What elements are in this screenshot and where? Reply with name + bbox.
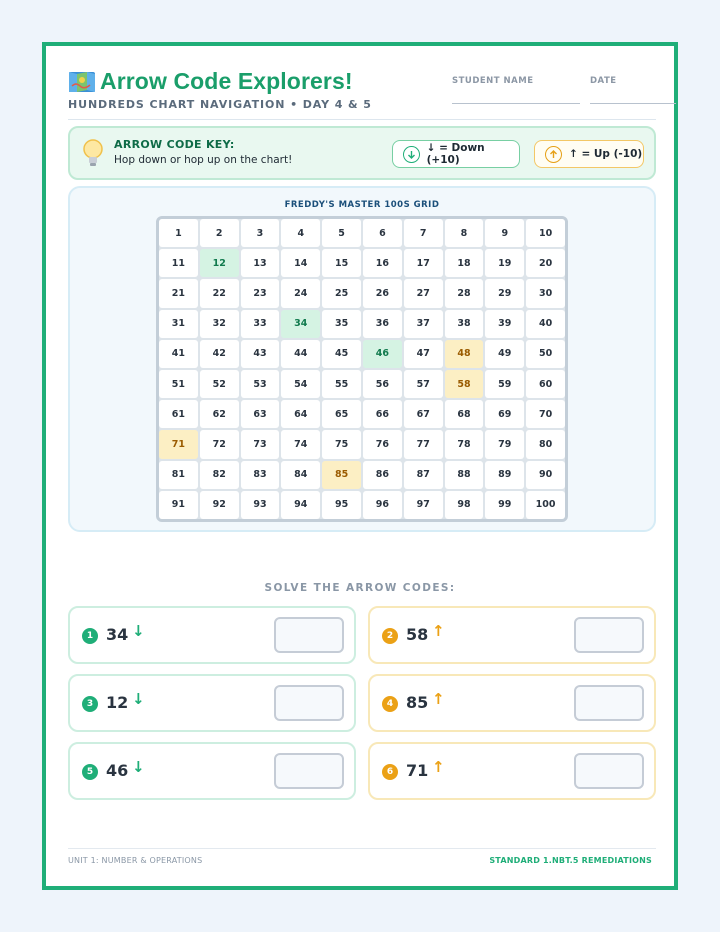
- grid-cell-82: 82: [200, 461, 239, 489]
- grid-cell-70: 70: [526, 400, 565, 428]
- header-divider: [68, 119, 656, 120]
- hundreds-chart: [156, 216, 568, 522]
- up-key-label: ↑ = Up (-10): [569, 148, 643, 160]
- grid-cell-35: 35: [322, 310, 361, 338]
- grid-cell-77: 77: [404, 430, 443, 458]
- grid-cell-98: 98: [445, 491, 484, 519]
- grid-cell-5: 5: [322, 219, 361, 247]
- grid-cell-68: 68: [445, 400, 484, 428]
- worksheet: [42, 42, 678, 890]
- grid-cell-36: 36: [363, 310, 402, 338]
- key-title: ARROW CODE KEY:: [114, 138, 235, 151]
- grid-cell-33: 33: [241, 310, 280, 338]
- grid-cell-25: 25: [322, 279, 361, 307]
- grid-cell-84: 84: [281, 461, 320, 489]
- date-line[interactable]: [590, 103, 676, 104]
- grid-cell-55: 55: [322, 370, 361, 398]
- grid-cell-38: 38: [445, 310, 484, 338]
- grid-cell-64: 64: [281, 400, 320, 428]
- arrow-down-icon: ↓: [132, 758, 145, 776]
- grid-cell-79: 79: [485, 430, 524, 458]
- grid-cell-100: 100: [526, 491, 565, 519]
- page-subtitle: HUNDREDS CHART NAVIGATION • DAY 4 & 5: [68, 98, 372, 111]
- grid-cell-47: 47: [404, 340, 443, 368]
- grid-cell-86: 86: [363, 461, 402, 489]
- grid-cell-19: 19: [485, 249, 524, 277]
- grid-cell-69: 69: [485, 400, 524, 428]
- grid-cell-93: 93: [241, 491, 280, 519]
- grid-cell-73: 73: [241, 430, 280, 458]
- grid-cell-18: 18: [445, 249, 484, 277]
- problem-card-3: [68, 674, 356, 732]
- answer-box[interactable]: [274, 617, 344, 653]
- page-title: Arrow Code Explorers!: [100, 68, 353, 94]
- grid-cell-65: 65: [322, 400, 361, 428]
- grid-cell-7: 7: [404, 219, 443, 247]
- grid-cell-72: 72: [200, 430, 239, 458]
- grid-cell-30: 30: [526, 279, 565, 307]
- grid-cell-24: 24: [281, 279, 320, 307]
- problem-card-5: [68, 742, 356, 800]
- footer-divider: [68, 848, 656, 849]
- grid-cell-6: 6: [363, 219, 402, 247]
- grid-cell-27: 27: [404, 279, 443, 307]
- grid-cell-14: 14: [281, 249, 320, 277]
- grid-cell-52: 52: [200, 370, 239, 398]
- grid-cell-12: 12: [200, 249, 239, 277]
- grid-cell-94: 94: [281, 491, 320, 519]
- problem-card-2: [368, 606, 656, 664]
- problem-start-number: 12: [106, 693, 129, 712]
- problem-number-badge: 3: [82, 696, 98, 712]
- grid-cell-44: 44: [281, 340, 320, 368]
- grid-cell-57: 57: [404, 370, 443, 398]
- answer-box[interactable]: [574, 617, 644, 653]
- grid-cell-10: 10: [526, 219, 565, 247]
- grid-cell-83: 83: [241, 461, 280, 489]
- up-key-pill: [534, 140, 644, 168]
- grid-cell-91: 91: [159, 491, 198, 519]
- grid-cell-75: 75: [322, 430, 361, 458]
- grid-cell-16: 16: [363, 249, 402, 277]
- problem-card-1: [68, 606, 356, 664]
- grid-cell-53: 53: [241, 370, 280, 398]
- grid-cell-60: 60: [526, 370, 565, 398]
- grid-cell-76: 76: [363, 430, 402, 458]
- problem-start-number: 46: [106, 761, 129, 780]
- arrow-down-circle-icon: [403, 146, 420, 163]
- grid-cell-39: 39: [485, 310, 524, 338]
- lightbulb-icon: [82, 138, 104, 168]
- grid-cell-20: 20: [526, 249, 565, 277]
- grid-cell-49: 49: [485, 340, 524, 368]
- grid-cell-89: 89: [485, 461, 524, 489]
- grid-cell-90: 90: [526, 461, 565, 489]
- grid-cell-40: 40: [526, 310, 565, 338]
- grid-cell-48: 48: [445, 340, 484, 368]
- grid-cell-15: 15: [322, 249, 361, 277]
- grid-cell-74: 74: [281, 430, 320, 458]
- grid-cell-58: 58: [445, 370, 484, 398]
- problem-number-badge: 1: [82, 628, 98, 644]
- grid-cell-62: 62: [200, 400, 239, 428]
- header: [68, 68, 658, 118]
- arrow-up-icon: ↑: [432, 758, 445, 776]
- grid-cell-66: 66: [363, 400, 402, 428]
- key-text: Hop down or hop up on the chart!: [114, 154, 293, 166]
- grid-cell-50: 50: [526, 340, 565, 368]
- grid-cell-26: 26: [363, 279, 402, 307]
- problem-start-number: 85: [406, 693, 429, 712]
- grid-cell-9: 9: [485, 219, 524, 247]
- grid-cell-61: 61: [159, 400, 198, 428]
- grid-cell-78: 78: [445, 430, 484, 458]
- grid-cell-54: 54: [281, 370, 320, 398]
- grid-cell-45: 45: [322, 340, 361, 368]
- grid-cell-42: 42: [200, 340, 239, 368]
- grid-cell-97: 97: [404, 491, 443, 519]
- grid-cell-4: 4: [281, 219, 320, 247]
- arrow-down-icon: ↓: [132, 622, 145, 640]
- grid-cell-37: 37: [404, 310, 443, 338]
- grid-cell-2: 2: [200, 219, 239, 247]
- footer-unit: UNIT 1: NUMBER & OPERATIONS: [68, 856, 203, 865]
- grid-cell-88: 88: [445, 461, 484, 489]
- answer-box[interactable]: [574, 685, 644, 721]
- grid-title: FREDDY'S MASTER 100S GRID: [284, 200, 440, 210]
- grid-cell-41: 41: [159, 340, 198, 368]
- footer-standard: STANDARD 1.NBT.5 REMEDIATIONS: [489, 856, 652, 865]
- grid-cell-80: 80: [526, 430, 565, 458]
- grid-cell-96: 96: [363, 491, 402, 519]
- title-block: [68, 68, 353, 95]
- grid-cell-1: 1: [159, 219, 198, 247]
- student-name-field[interactable]: [452, 76, 580, 86]
- arrow-code-key: [68, 126, 656, 180]
- down-key-pill: [392, 140, 520, 168]
- problem-start-number: 71: [406, 761, 429, 780]
- grid-cell-22: 22: [200, 279, 239, 307]
- grid-cell-63: 63: [241, 400, 280, 428]
- problem-number-badge: 2: [382, 628, 398, 644]
- grid-cell-31: 31: [159, 310, 198, 338]
- grid-cell-3: 3: [241, 219, 280, 247]
- grid-cell-17: 17: [404, 249, 443, 277]
- grid-cell-29: 29: [485, 279, 524, 307]
- answer-box[interactable]: [274, 753, 344, 789]
- date-field[interactable]: [590, 76, 676, 86]
- grid-cell-11: 11: [159, 249, 198, 277]
- grid-cell-34: 34: [281, 310, 320, 338]
- student-name-line[interactable]: [452, 103, 580, 104]
- problem-start-number: 34: [106, 625, 129, 644]
- date-label: DATE: [590, 76, 617, 86]
- grid-cell-67: 67: [404, 400, 443, 428]
- student-name-label: STUDENT NAME: [452, 76, 534, 86]
- problem-start-number: 58: [406, 625, 429, 644]
- grid-cell-46: 46: [363, 340, 402, 368]
- arrow-up-icon: ↑: [432, 622, 445, 640]
- grid-cell-71: 71: [159, 430, 198, 458]
- answer-box[interactable]: [274, 685, 344, 721]
- problem-number-badge: 5: [82, 764, 98, 780]
- problem-number-badge: 4: [382, 696, 398, 712]
- hundreds-grid-panel: [68, 186, 656, 532]
- grid-cell-56: 56: [363, 370, 402, 398]
- grid-cell-95: 95: [322, 491, 361, 519]
- grid-cell-51: 51: [159, 370, 198, 398]
- grid-cell-28: 28: [445, 279, 484, 307]
- grid-cell-59: 59: [485, 370, 524, 398]
- arrow-down-icon: ↓: [132, 690, 145, 708]
- problem-card-4: [368, 674, 656, 732]
- grid-cell-81: 81: [159, 461, 198, 489]
- grid-cell-32: 32: [200, 310, 239, 338]
- grid-cell-21: 21: [159, 279, 198, 307]
- grid-cell-13: 13: [241, 249, 280, 277]
- map-icon: [68, 70, 96, 94]
- grid-cell-99: 99: [485, 491, 524, 519]
- grid-cell-23: 23: [241, 279, 280, 307]
- down-key-label: ↓ = Down (+10): [426, 142, 485, 166]
- arrow-up-circle-icon: [545, 146, 562, 163]
- answer-box[interactable]: [574, 753, 644, 789]
- arrow-up-icon: ↑: [432, 690, 445, 708]
- grid-cell-87: 87: [404, 461, 443, 489]
- grid-cell-85: 85: [322, 461, 361, 489]
- solve-title: SOLVE THE ARROW CODES:: [264, 582, 456, 594]
- problem-number-badge: 6: [382, 764, 398, 780]
- grid-cell-8: 8: [445, 219, 484, 247]
- problem-card-6: [368, 742, 656, 800]
- grid-cell-43: 43: [241, 340, 280, 368]
- grid-cell-92: 92: [200, 491, 239, 519]
